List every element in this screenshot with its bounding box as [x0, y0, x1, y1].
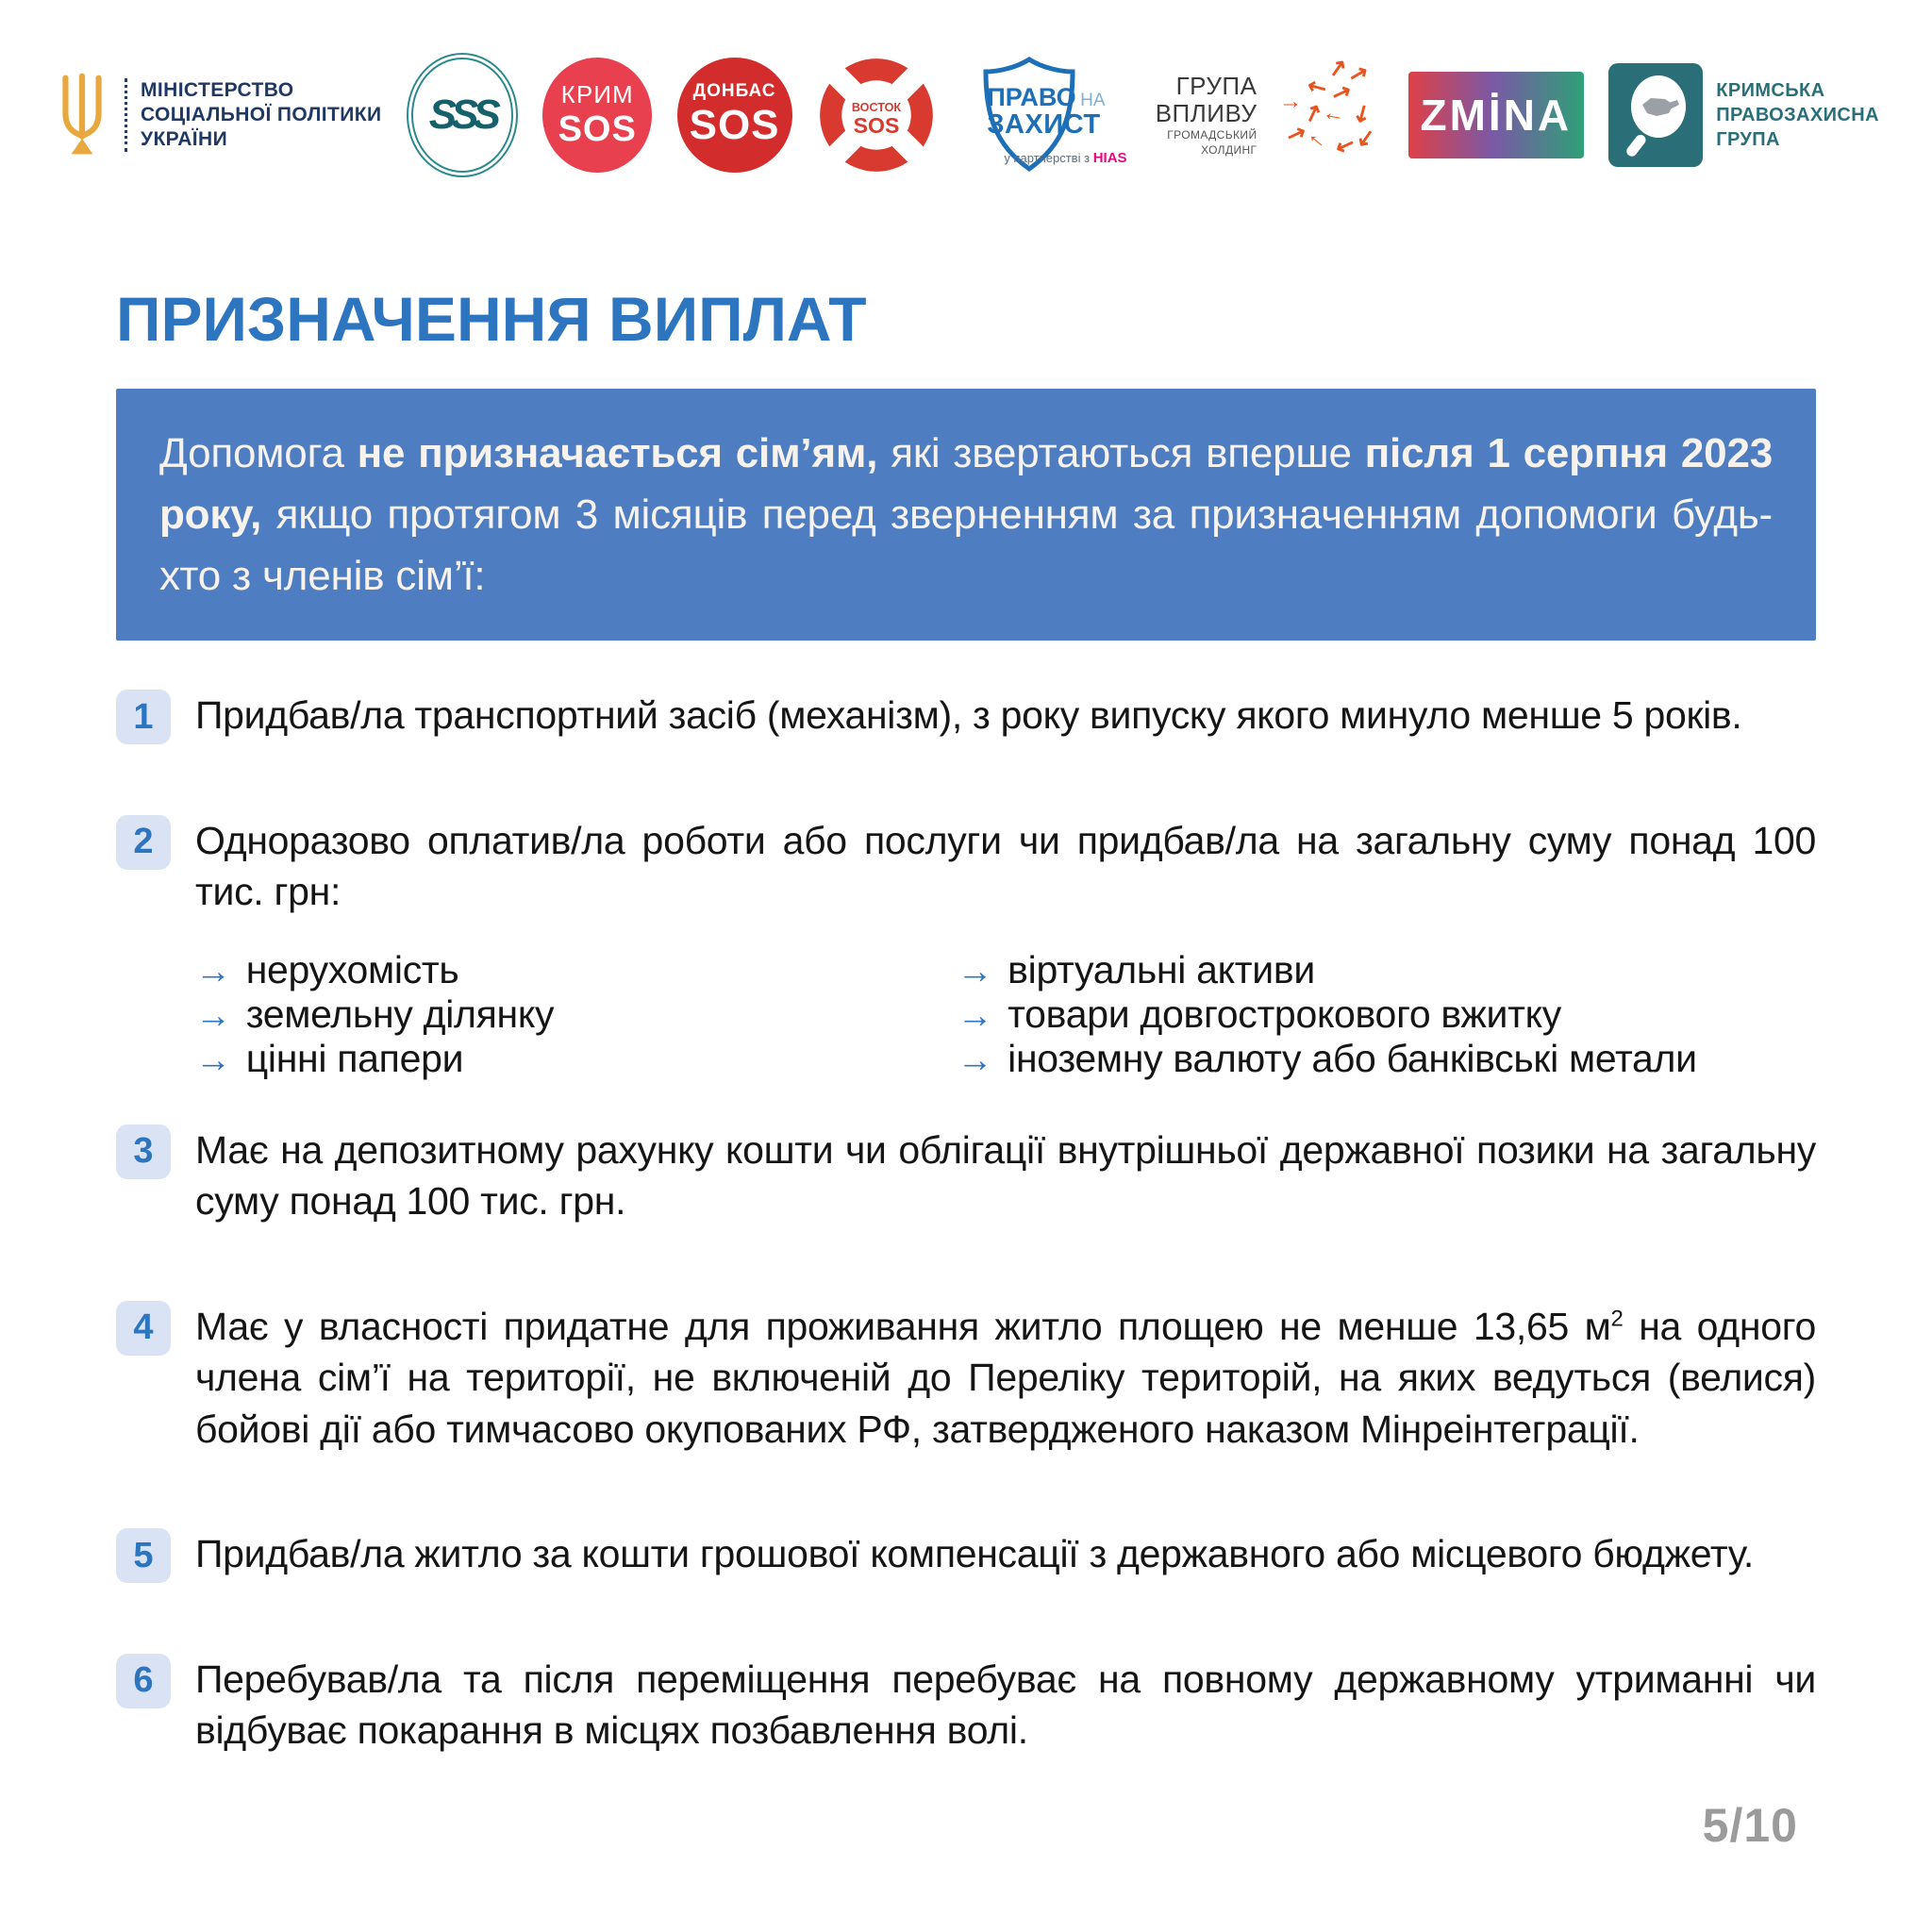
arrow-icon: →	[957, 951, 993, 991]
zmina-label: ZMİNA	[1420, 91, 1573, 140]
donbas-sos-city: ДОНБАС	[692, 81, 776, 101]
list-item	[116, 1654, 1816, 1787]
ministry-logo	[53, 70, 381, 160]
ministry-line-2: СОЦІАЛЬНОЇ ПОЛІТИКИ	[141, 103, 382, 125]
item-number-badge: 5	[116, 1528, 171, 1583]
item-number-badge: 1	[116, 690, 171, 744]
item-body	[195, 1301, 1816, 1486]
item-body	[195, 1124, 1816, 1257]
ministry-line-1: МІНІСТЕРСТВО	[141, 78, 294, 101]
sub-list-item	[957, 1037, 1816, 1081]
crimea-magnifier-icon	[1608, 63, 1703, 167]
pravo-wordmark	[987, 84, 1105, 140]
text-segment: 2	[1610, 1306, 1624, 1332]
ministry-name	[125, 78, 381, 153]
hrupa-sub-2: ХОЛДИНГ	[1201, 142, 1257, 157]
sub-item-label: нерухомість	[245, 947, 459, 991]
pravo-partner-line	[1004, 150, 1126, 166]
kpg-line-1: КРИМСЬКА	[1716, 80, 1825, 101]
item-body	[195, 815, 1816, 1081]
krym-sos-label: SOS	[558, 109, 637, 149]
text-segment: які звертаються вперше	[891, 430, 1365, 476]
notice-box	[116, 389, 1816, 641]
sub-list-item	[957, 948, 1816, 992]
krym-sos-logo	[542, 58, 652, 173]
list-item	[116, 815, 1816, 1081]
pravo-word-3: ЗАХИСТ	[987, 109, 1101, 141]
item-text	[195, 1301, 1816, 1456]
ministry-line-3: УКРАЇНИ	[141, 128, 228, 151]
hrupa-line-1: ГРУПА	[1175, 71, 1257, 100]
sub-list-item	[195, 948, 957, 992]
text-segment: якщо протягом 3 місяців перед зверненням за призначенням допомоги будь-хто з членів сім’ї:	[159, 491, 1774, 600]
text-segment: Придбав/ла транспортний засіб (механізм), з року випуску якого минуло менше 5 років.	[195, 693, 1742, 738]
item-number-badge: 4	[116, 1301, 171, 1356]
hrupa-vplyvu-logo	[1155, 54, 1384, 172]
pravo-na-zakhyst-logo	[960, 54, 1130, 176]
sss-logo	[407, 53, 518, 177]
pravo-partner-text: у партнерстві з	[1004, 151, 1091, 165]
text-segment: після 1 серпня 2023 року,	[159, 430, 1773, 539]
kpg-line-3: ГРУПА	[1716, 129, 1780, 150]
item-number-badge: 6	[116, 1654, 171, 1708]
items-list	[116, 690, 1816, 1787]
list-item	[116, 1528, 1816, 1610]
vostok-sos-city: ВОСТОК	[851, 100, 902, 114]
sub-list-item	[195, 1037, 957, 1081]
arrow-icon: →	[195, 995, 231, 1036]
vostok-sos-logo	[817, 56, 936, 175]
hrupa-line-2: ВПЛИВУ	[1155, 99, 1257, 128]
sub-item-label: земельну ділянку	[245, 991, 555, 1036]
sub-item-label: товари довгострокового вжитку	[1008, 991, 1561, 1036]
text-segment: Перебував/ла та після переміщення перебуває на повному державному утриманні чи відбуває покарання в місцях позбавлення волі.	[195, 1657, 1816, 1753]
krym-sos-city: КРИМ	[560, 80, 634, 108]
text-segment: не призначається сім’ям,	[357, 430, 891, 476]
lifebuoy-icon	[817, 56, 936, 175]
page-title: ПРИЗНАЧЕННЯ ВИПЛАТ	[116, 284, 867, 354]
donbas-sos-logo	[677, 58, 792, 173]
item-text	[195, 815, 1816, 918]
list-item	[116, 690, 1816, 772]
sub-list	[195, 948, 1816, 1081]
sub-item-label: іноземну валюту або банківські метали	[1008, 1036, 1697, 1080]
arrow-icon: →	[195, 951, 231, 991]
text-segment: на одного члена сім’ї на території, не включеній до Переліку територій, на яких ведуться (велися) бойові дії або тимчасово окупованих РФ, затвердженого наказом Мінреінтеграції.	[195, 1304, 1816, 1451]
item-text	[195, 1124, 1816, 1227]
content-area	[116, 283, 1816, 1787]
logo-bar	[53, 53, 1879, 177]
list-item	[116, 1124, 1816, 1257]
arrow-icon: →	[195, 1040, 231, 1080]
sub-list-item	[195, 992, 957, 1037]
sub-list-item	[957, 992, 1816, 1037]
text-segment: Допомога	[159, 430, 358, 476]
item-body	[195, 1654, 1816, 1787]
pravo-word-1: ПРАВО	[987, 83, 1076, 111]
text-segment: Одноразово оплатив/ла роботи або послуги чи придбав/ла на загальну суму понад 100 тис. грн:	[195, 818, 1816, 914]
zmina-logo	[1408, 72, 1584, 158]
sub-list-column-right	[957, 948, 1816, 1081]
list-item	[116, 1301, 1816, 1486]
text-segment: Має у власності придатне для проживання житло площею не менше 13,65 м	[195, 1304, 1611, 1348]
sub-item-label: цінні папери	[245, 1036, 464, 1080]
item-text	[195, 1654, 1816, 1757]
sub-list-column-left	[195, 948, 957, 1081]
item-body	[195, 1528, 1816, 1610]
donbas-sos-circle-icon	[677, 58, 792, 173]
krym-sos-circle-icon	[542, 58, 652, 173]
krymska-hrupa-logo	[1608, 63, 1879, 167]
item-text	[195, 690, 1816, 741]
zmina-plate-icon	[1408, 72, 1584, 158]
vostok-sos-label: SOS	[853, 112, 900, 138]
arrow-icon: →	[957, 995, 993, 1036]
hrupa-vplyvu-wordmark	[1156, 73, 1257, 158]
text-segment: Має на депозитному рахунку кошти чи облігації внутрішньої державної позики на загальну суму понад 100 тис. грн.	[195, 1127, 1816, 1224]
item-text	[195, 1528, 1816, 1580]
notice-text	[159, 423, 1773, 607]
hias-label: HIAS	[1092, 150, 1127, 166]
arrow-icon: →	[957, 1040, 993, 1080]
text-segment: Придбав/ла житло за кошти грошової компенсації з державного або місцевого бюджету.	[195, 1532, 1754, 1576]
item-number-badge: 2	[116, 815, 171, 870]
arrows-cloud-icon: ↗ ↗ ↖ ↗ ← ↙ ↓ ↘ ↙ ↓ ↘ ↘	[1279, 54, 1381, 159]
page-number: 5/10	[1702, 1799, 1798, 1852]
krymska-hrupa-wordmark	[1716, 78, 1879, 152]
sub-item-label: віртуальні активи	[1008, 947, 1315, 991]
item-number-badge: 3	[116, 1124, 171, 1179]
pravo-word-2: НА	[1080, 91, 1106, 110]
donbas-sos-label: SOS	[689, 102, 780, 148]
kpg-line-2: ПРАВОЗАХИСНА	[1716, 105, 1879, 125]
sss-label: SSS	[428, 92, 495, 138]
hrupa-sub-1: ГРОМАДСЬКИЙ	[1167, 128, 1257, 142]
tryzub-icon	[53, 70, 111, 160]
sss-oval-icon	[407, 53, 518, 177]
item-body	[195, 690, 1816, 772]
